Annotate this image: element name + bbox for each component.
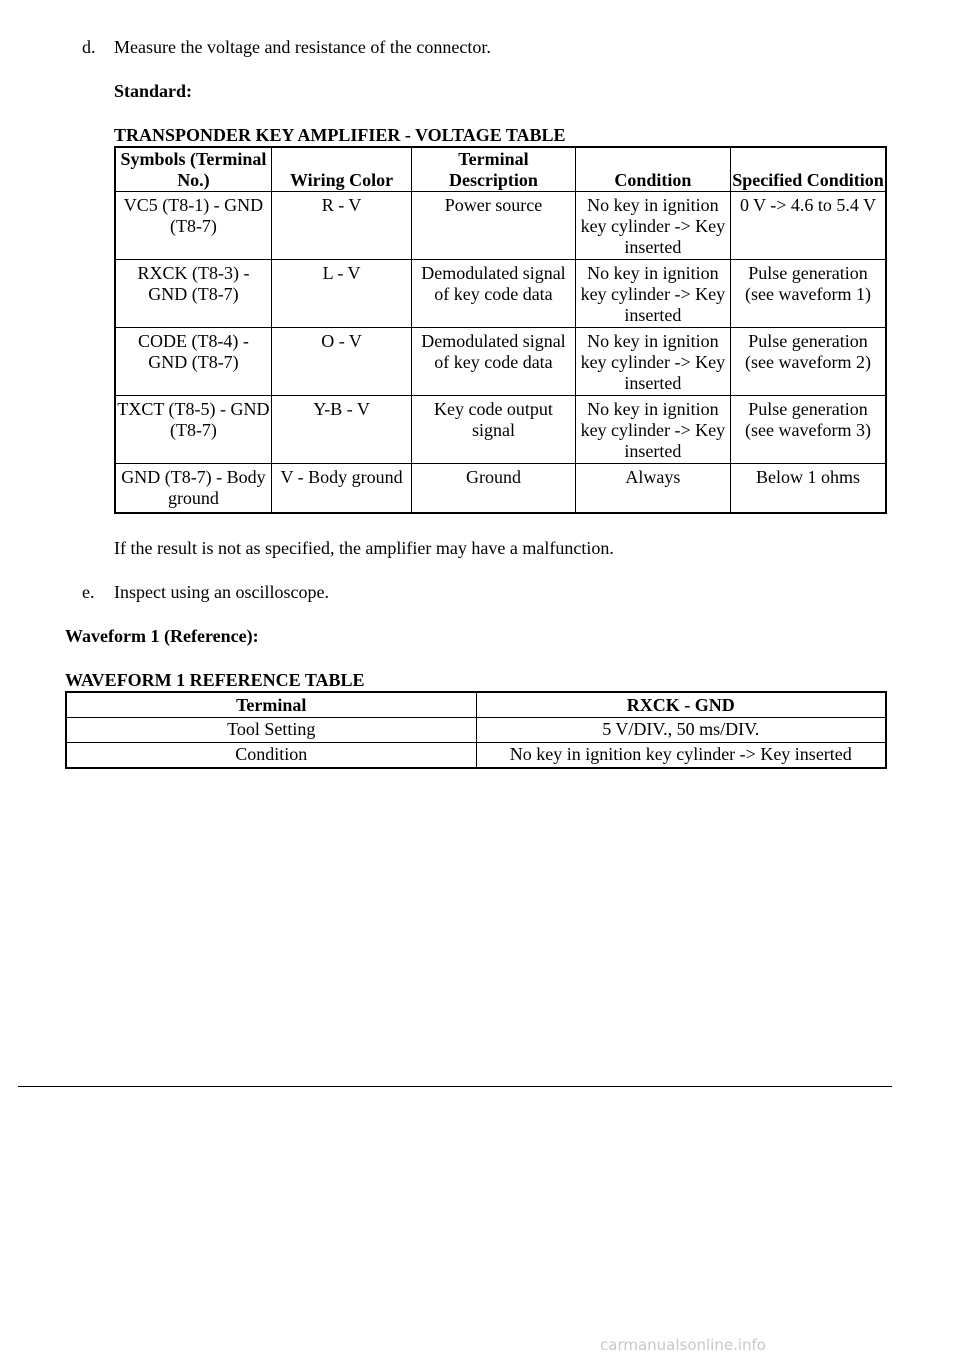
table-cell: Demodulated signal of key code data: [412, 328, 575, 396]
table-cell: TXCT (T8-5) - GND (T8-7): [115, 396, 271, 464]
table-row: [66, 743, 886, 769]
table-cell: No key in ignition key cylinder -> Key inserted: [476, 743, 886, 769]
table-cell: L - V: [271, 260, 411, 328]
voltage-table-header: Condition: [575, 147, 730, 192]
voltage-table-header-row: [115, 147, 886, 192]
table-cell: Key code output signal: [412, 396, 575, 464]
table-cell: Pulse generation (see waveform 1): [731, 260, 886, 328]
table-cell: Y-B - V: [271, 396, 411, 464]
watermark: carmanualsonline.info: [600, 1336, 766, 1354]
table-row: [115, 192, 886, 260]
table-row: [115, 464, 886, 514]
step-e: [82, 582, 329, 603]
table-cell: Pulse generation (see waveform 2): [731, 328, 886, 396]
table-cell: VC5 (T8-1) - GND (T8-7): [115, 192, 271, 260]
table-row: [115, 328, 886, 396]
table-cell: Tool Setting: [66, 718, 476, 743]
table-cell: Pulse generation (see waveform 3): [731, 396, 886, 464]
table-row: [66, 718, 886, 743]
waveform-table-header: Terminal: [66, 692, 476, 718]
step-d-label: d.: [82, 37, 96, 57]
table-cell: Always: [575, 464, 730, 514]
table-cell: 0 V -> 4.6 to 5.4 V: [731, 192, 886, 260]
result-note: If the result is not as specified, the amplifier may have a malfunction.: [114, 538, 614, 558]
table-cell: Below 1 ohms: [731, 464, 886, 514]
voltage-table-header: Terminal Description: [412, 147, 575, 192]
table-cell: GND (T8-7) - Body ground: [115, 464, 271, 514]
table-cell: No key in ignition key cylinder -> Key inserted: [575, 396, 730, 464]
voltage-table: [114, 146, 887, 514]
step-e-text: Inspect using an oscilloscope.: [114, 582, 329, 602]
voltage-table-header: Specified Condition: [731, 147, 886, 192]
table-cell: CODE (T8-4) - GND (T8-7): [115, 328, 271, 396]
table-row: [115, 260, 886, 328]
table-cell: No key in ignition key cylinder -> Key inserted: [575, 260, 730, 328]
table-cell: R - V: [271, 192, 411, 260]
table-cell: No key in ignition key cylinder -> Key inserted: [575, 328, 730, 396]
table-cell: Condition: [66, 743, 476, 769]
table-cell: Power source: [412, 192, 575, 260]
table-cell: 5 V/DIV., 50 ms/DIV.: [476, 718, 886, 743]
table-cell: Demodulated signal of key code data: [412, 260, 575, 328]
waveform-table: [65, 691, 887, 769]
table-row: [115, 396, 886, 464]
voltage-table-title: TRANSPONDER KEY AMPLIFIER - VOLTAGE TABLE: [114, 125, 566, 145]
voltage-table-header: Symbols (Terminal No.): [115, 147, 271, 192]
table-cell: V - Body ground: [271, 464, 411, 514]
table-cell: RXCK (T8-3) - GND (T8-7): [115, 260, 271, 328]
waveform-heading: Waveform 1 (Reference):: [65, 626, 259, 646]
table-cell: O - V: [271, 328, 411, 396]
table-cell: Ground: [412, 464, 575, 514]
voltage-table-header: Wiring Color: [271, 147, 411, 192]
step-e-label: e.: [82, 582, 95, 602]
standard-label: Standard:: [114, 81, 193, 101]
footer-divider: [18, 1086, 892, 1087]
table-cell: No key in ignition key cylinder -> Key inserted: [575, 192, 730, 260]
step-d-text: Measure the voltage and resistance of the connector.: [114, 37, 491, 57]
step-d: [82, 37, 491, 58]
waveform-table-header-row: [66, 692, 886, 718]
waveform-table-title: WAVEFORM 1 REFERENCE TABLE: [65, 670, 365, 690]
waveform-table-header: RXCK - GND: [476, 692, 886, 718]
